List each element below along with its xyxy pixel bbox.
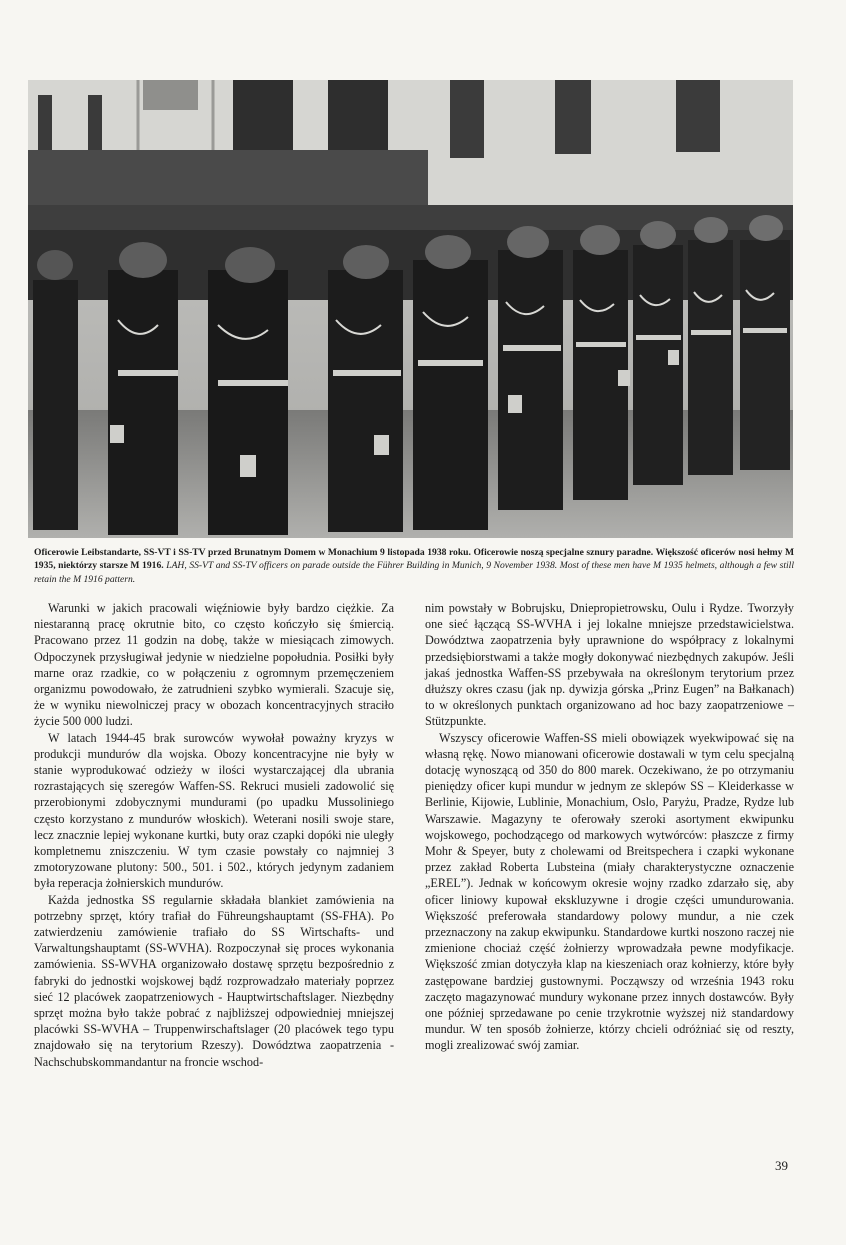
left-column <box>34 600 394 1070</box>
caption-english: LAH, SS-VT and SS-TV officers on parade outside the Führer Building in Munich, 9 November 1938. Most of these men have M 1935 helmets, although a few still retain the M 1916 pattern. <box>34 560 794 585</box>
paragraph: W latach 1944-45 brak surowców wywołał poważny kryzys w produkcji mundurów dla wojska. Obozy koncentracyjne nie były w stanie wyprodukować odzieży w ilości wystarczającej dla ubrania rozrastających się szeregów Waffen-SS. Rekruci musieli zadowolić się przerobionymi zdobycznymi mundurami (po upadku Mussoliniego często korzystano z mundurów włoskich). Weterani nosili swoje stare, lecz znacznie lepiej wykonane kurtki, buty oraz czapki dopóki nie uległy kompletnemu zniszczeniu. W tym czasie powstały co najmniej 3 zmotoryzowane plutony: 500., 501. i 502., których jedynym zadaniem była reperacja żołnierskich mundurów. <box>34 730 394 891</box>
paragraph: Każda jednostka SS regularnie składała blankiet zamówienia na potrzebny sprzęt, który trafiał do Führeungshauptamt (SS-FHA). Po zatwierdzeniu zamówienie trafiało do SS Wirtschafts- und Varwaltungshauptamt (SS-WVHA). Rozpoczynał się proces wykonania zamówienia. SS-WVHA organizowało dostawę sprzętu bezpośrednio z fabryki do jednostki wojskowej bądź rozprowadzało materiały poprzez sieć 12 placówek zaopatrzeniowych - Hauptwirtschaftslager. Niezbędny sprzęt można było także pobrać z najbliższej odpowiedniej mniejszej placówki SS-WVHA – Truppenwirschaftslager (20 placówek tego typu znajdowało się na terytorium Rzeszy). Dowództwa zaopatrzenia - Nachschubskommandantur na froncie wschod- <box>34 892 394 1069</box>
paragraph: Wszyscy oficerowie Waffen-SS mieli obowiązek wyekwipować się na własną rękę. Nowo mianowani oficerowie dostawali w tym celu specjalną dotację wynoszącą od 350 do 800 marek. Oczekiwano, że po otrzymaniu pieniędzy oficer kupi mundur w jednym ze sklepów SS – Kleiderkasse w Berlinie, Kijowie, Lublinie, Monachium, Oslo, Paryżu, Pradze, Rydze lub Warszawie. Magazyny te oferowały szeroki asortyment ekwipunku wojskowego, pochodzącego od markowych wytwórców: płaszcze z firmy Mohr & Speyer, buty z cholewami od Breitspechera i czapki wykonane przez zakład Roberta Lubsteina (miały charakterystyczne oznaczenie „EREL”). Jednak w końcowym okresie wojny rzadko zdarzało się, aby oficer liniowy kupował ekskluzywne i drogie części umundurowania. Większość preferowała standardowy polowy mundur, a nie czek przeznaczony na zakup ekwipunku. Standardowe kurtki noszono raczej nie zmienione chociaż część żołnierzy wprowadzała pewne modyfikacje. Większość zmian dotyczyła klap na kieszeniach oraz kołnierzy, które były zastępowane bardziej gustownymi. Począwszy od września 1943 roku zaczęto magazynować mundury wykonane przez innych dostawców. Były one później sprzedawane po cenie trzykrotnie wyższej niż standardowy mundur. W ten sposób żołnierze, którzy chcieli odróżniać się od reszty, mogli zrealizować swój zamiar. <box>425 730 794 1053</box>
right-column <box>425 600 794 1054</box>
paragraph: nim powstały w Bobrujsku, Dniepropietrowsku, Oulu i Rydze. Tworzyły one sieć łączącą SS-WVHA i jej lokalne mniejsze przedstawicielstwa. Dowództwa zaopatrzenia były uprawnione do współpracy z lokalnymi przedsiębiorstwami a także mogły dokonywać niezbędnych zakupów. Jeśli jakaś jednostka Waffen-SS przebywała na określonym terytorium przez dłuższy okres czasu (jak np. dywizja górska „Prinz Eugen” na Bałkanach) to w określonych punktach organizowano ad hoc bazy zaopatrzeniowe – Stützpunkte. <box>425 601 794 729</box>
parade-photo-icon <box>28 80 793 538</box>
caption-polish: Oficerowie Leibstandarte, SS-VT i SS-TV przed Brunatnym Domem w Monachium 9 listopada 1938 roku. Oficerowie noszą specjalne sznury paradne. Większość oficerów nosi hełmy M 1935, niektórzy starsze M 1916. <box>34 547 794 572</box>
parade-photo <box>28 80 793 538</box>
page-number: 39 <box>775 1158 788 1173</box>
paragraph: Warunki w jakich pracowali więźniowie były bardzo ciężkie. Za niestaranną pracę okrutnie bito, co często kończyło się śmiercią. Pracowano przez 11 godzin na dobę, także w miesiącach zimowych. Odpoczynek przysługiwał jedynie w niedzielne popołudnia. Posiłki były marne oraz rzadkie, co w połączeniu z ogromnym przemęczeniem organizmu powodowało, że zatrudnieni szybko wymierali. Szacuje się, że w wyniku niewolniczej pracy w obozach koncentracyjnych straciło życie 500 000 ludzi. <box>34 601 394 729</box>
photo-caption <box>34 546 794 586</box>
